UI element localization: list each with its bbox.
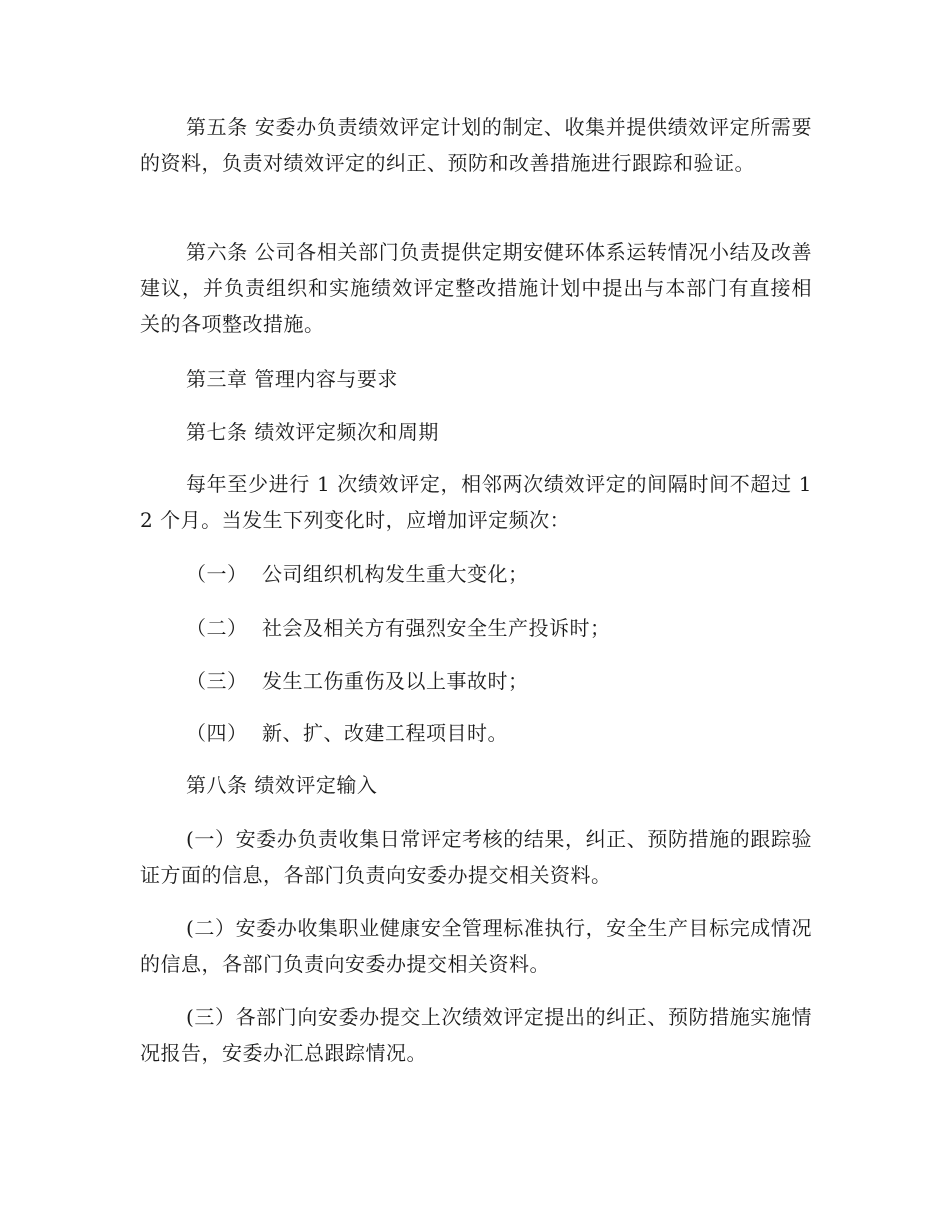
article-7-body: 每年至少进行 1 次绩效评定，相邻两次绩效评定的间隔时间不超过 12 个月。当发生下列变化时，应增加评定频次： (140, 472, 812, 532)
frequency-item-number: （一） (186, 562, 248, 586)
article-8-heading: 第八条 绩效评定输入 (186, 773, 378, 797)
article-5: 第五条 安委办负责绩效评定计划的制定、收集并提供绩效评定所需要的资料，负责对绩效评定的纠正、预防和改善措施进行跟踪和验证。 (140, 115, 812, 175)
frequency-item (186, 610, 611, 646)
frequency-item-text: 新、扩、改建工程项目时。 (262, 721, 508, 745)
input-item-1: (一）安委办负责收集日常评定考核的结果，纠正、预防措施的跟踪验证方面的信息，各部门负责向安委办提交相关资料。 (140, 827, 812, 887)
frequency-item-number: （四） (186, 721, 248, 745)
frequency-item-text: 社会及相关方有强烈安全生产投诉时； (262, 616, 611, 640)
frequency-item-text: 公司组织机构发生重大变化； (262, 562, 529, 586)
frequency-item-number: （二） (186, 616, 248, 640)
frequency-item (186, 556, 529, 592)
input-item-3: (三）各部门向安委办提交上次绩效评定提出的纠正、预防措施实施情况报告，安委办汇总跟踪情况。 (140, 1005, 812, 1065)
frequency-item (186, 715, 508, 751)
chapter-3-heading: 第三章 管理内容与要求 (186, 367, 398, 391)
frequency-item (186, 663, 529, 699)
frequency-item-number: （三） (186, 669, 248, 693)
frequency-item-text: 发生工伤重伤及以上事故时； (262, 669, 529, 693)
article-6: 第六条 公司各相关部门负责提供定期安健环体系运转情况小结及改善建议，并负责组织和实施绩效评定整改措施计划中提出与本部门有直接相关的各项整改措施。 (140, 240, 812, 336)
input-item-2: (二）安委办收集职业健康安全管理标准执行，安全生产目标完成情况的信息，各部门负责向安委办提交相关资料。 (140, 916, 812, 976)
article-7-heading: 第七条 绩效评定频次和周期 (186, 420, 439, 444)
